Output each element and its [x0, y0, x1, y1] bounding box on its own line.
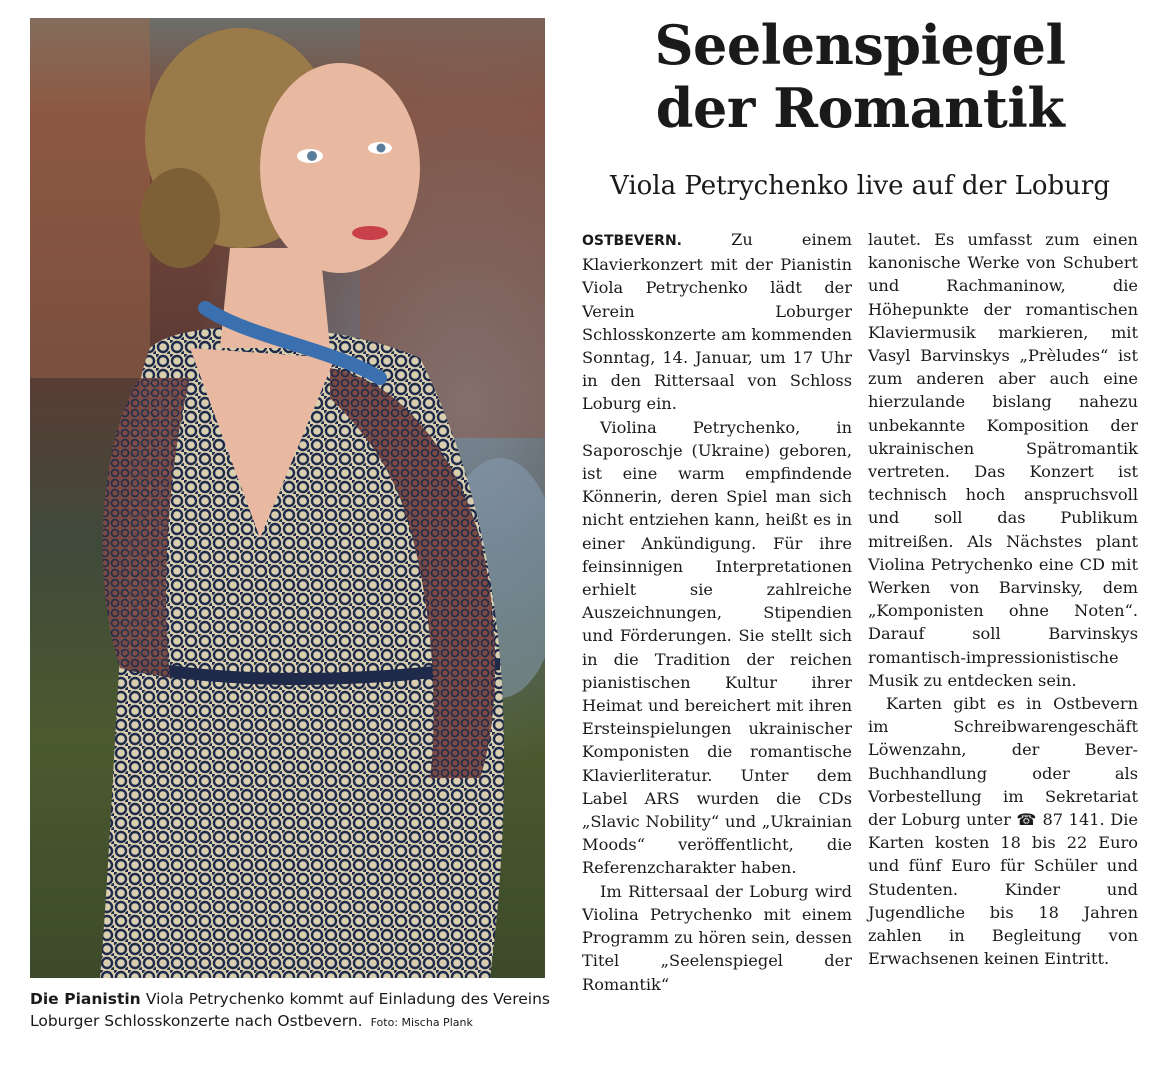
headline-line-1: Seelenspiegel — [654, 13, 1066, 77]
paragraph: Violina Petrychenko, in Saporoschje (Ukraine) geboren, ist eine warm empfindende Könnerin, deren Spiel man sich nicht entziehen kann, heißt es in einer Ankündigung. Für ihre feinsinnigen Interpretationen erhielt sie zahlreiche Auszeichnungen, Stipendien und Förderungen. Sie stellt sich in die Tradition der reichen pianistischen Kultur ihrer Heimat und bereichert mit ihren Ersteinspielungen ukrainischer Komponisten die romantische Klavierliteratur. Unter dem Label ARS wurden die CDs „Slavic Nobility“ und „Ukrainian Moods“ veröffentlicht, die Referenzcharakter haben. — [582, 417, 852, 878]
pianist-illustration — [30, 18, 545, 978]
paragraph: lautet. Es umfasst zum einen kanonische Werke von Schubert und Rachmaninow, die Höhepunkte der romantischen Klaviermusik markieren, mit Vasyl Barvinskys „Prèludes“ ist zum anderen aber auch eine hierzulande bislang nahezu unbekannte Komposition der ukrainischen Spätromantik vertreten. Das Konzert ist technisch hoch anspruchsvoll und soll das Publikum mitreißen. Als Nächstes plant Violina Petrychenko eine CD mit Werken von Barvinsky, dem „Komponisten ohne Noten“. Darauf soll Barvinskys romantisch-impressionistische Musik zu entdecken sein. — [868, 230, 1138, 690]
headline — [560, 14, 1160, 140]
photo-credit: Foto: Mischa Plank — [370, 1016, 473, 1029]
dateline: OSTBEVERN. — [582, 233, 682, 249]
photo-caption — [30, 988, 550, 1034]
article-column-2 — [868, 228, 1138, 971]
paragraph — [582, 228, 852, 416]
caption-text: Viola Petrychenko kommt auf Einladung des Vereins Loburger Schlosskonzerte nach Ostbevern. — [30, 990, 550, 1030]
paragraph: Karten gibt es in Ostbevern im Schreibwarengeschäft Löwenzahn, der Bever-Buchhandlung oder als Vorbestellung im Sekretariat der Loburg unter ☎ 87 141. Die Karten kosten 18 bis 22 Euro und fünf Euro für Schüler und Studenten. Kinder und Jugendliche bis 18 Jahren zahlen in Begleitung von Erwachsenen keinen Eintritt. — [868, 694, 1138, 969]
article-column-1 — [582, 228, 852, 996]
headline-line-2: der Romantik — [655, 76, 1065, 140]
subheadline: Viola Petrychenko live auf der Loburg — [610, 171, 1110, 201]
paragraph-text: Zu einem Klavierkonzert mit der Pianistin Viola Petrychenko lädt der Verein Loburger Schlosskonzerte am kommenden Sonntag, 14. Januar, um 17 Uhr in den Rittersaal von Schloss Loburg ein. — [582, 230, 852, 414]
caption-lead: Die Pianistin — [30, 990, 141, 1008]
paragraph: Im Rittersaal der Loburg wird Violina Petrychenko mit einem Programm zu hören sein, dessen Titel „Seelenspiegel der Romantik“ — [582, 881, 852, 994]
article-photo — [30, 18, 545, 978]
